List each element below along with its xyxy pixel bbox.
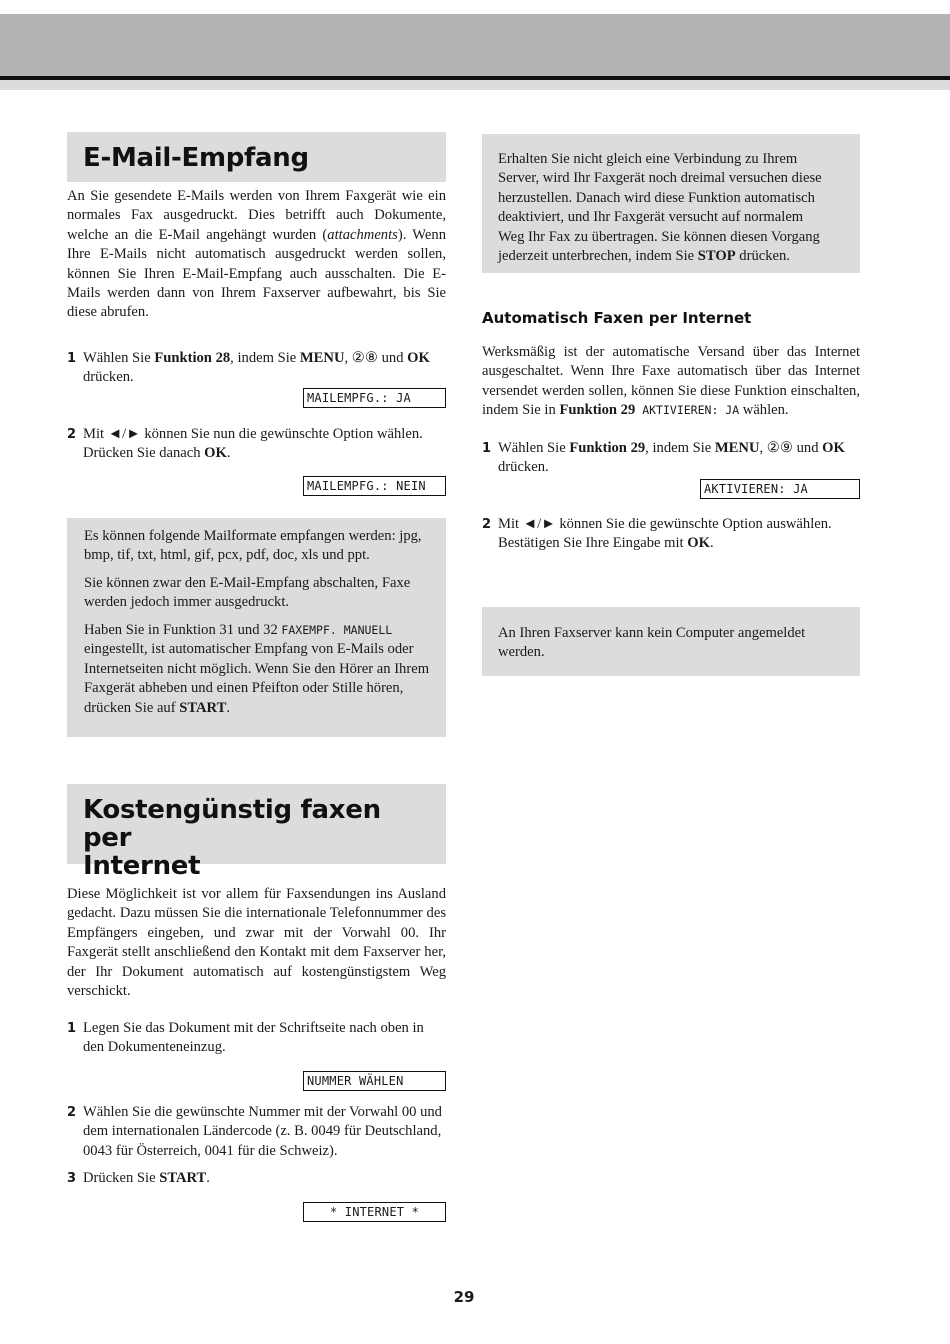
lcd-display-nummer-waehlen: NUMMER WÄHLEN — [303, 1071, 446, 1091]
auto-fax-paragraph: Werksmäßig ist der automatische Versand über das Internet ausgeschaltet. Wenn Ihre Faxe automatisch über das Internet versendet werden sollen, können Sie diese Funktion einschalten, indem Sie in Funktion 29 AKTIVIEREN: JA wählen. — [482, 344, 860, 419]
note-retry-text: Erhalten Sie nicht gleich eine Verbindung zu Ihrem Server, wird Ihr Faxgerät noch dreimal versuchen diese herzustellen. Danach wird diese Funktion automatisch deaktiviert, und Ihr Faxgerät versucht auf normalem Weg Ihr Fax zu übertragen. Sie können diesen Vorgang jederzeit unterbrechen, indem Sie STOP drücken. — [498, 151, 822, 265]
note-manual-mode: Haben Sie in Funktion 31 und 32 FAXEMPF. MANUELL eingestellt, ist automatischer Empfang von E-Mails oder Internetseiten nicht möglich. Wenn Sie den Hörer an Ihrem Faxgerät abheben und einen Pfeifton oder Stille hören, drücken Sie auf START. — [84, 622, 430, 716]
computer-login-note — [482, 607, 860, 676]
section-title-line2: Internet — [83, 851, 201, 881]
note-mailformats: Es können folgende Mailformate empfangen werden: jpg, bmp, tif, txt, html, gif, pcx, pdf, doc, xls und ppt. — [84, 528, 422, 564]
internet-intro-paragraph: Diese Möglichkeit ist vor allem für Faxsendungen ins Ausland gedacht. Dazu müssen Sie die internationale Telefonnummer des Empfängers eingeben, und zwar mit der Vorwahl 00. Ihr Faxgerät stellt anschließend den Kontakt mit dem Faxserver her, der Ihr Dokument automatisch auf kostengünstigstem Weg verschickt. — [67, 886, 446, 1000]
step-text: Wählen Sie die gewünschte Nummer mit der Vorwahl 00 und dem internationalen Ländercode (z. B. 0049 für Deutschland, 0043 für Österreich, 0041 für die Schweiz). — [83, 1104, 442, 1159]
step-text: Mit ◄/► können Sie nun die gewünschte Option wählen. Drücken Sie danach OK. — [83, 426, 423, 462]
para-lcd-text: AKTIVIEREN: JA — [635, 403, 740, 418]
auto-fax-step-1 — [482, 439, 860, 479]
section-title-kostenguenstig — [67, 784, 446, 881]
email-intro-paragraph — [67, 187, 446, 323]
intro-text-a: An Sie gesendete E-Mails werden von Ihrem Faxgerät wie ein normales Fax ausgedruckt. Dies betrifft auch Dokumente, welche an die E-Mail angehängt wurden ( — [67, 188, 446, 243]
internet-step-3 — [67, 1169, 446, 1189]
step-number: 1 — [67, 351, 77, 366]
header-band — [0, 14, 950, 76]
section-title-text: E-Mail-Empfang — [83, 143, 309, 173]
lcd-display-aktivieren-ja: AKTIVIEREN: JA — [700, 479, 860, 499]
auto-fax-step-2 — [482, 515, 860, 555]
step-number: 2 — [482, 517, 492, 532]
email-step-2 — [67, 425, 446, 465]
step-number: 3 — [67, 1171, 77, 1186]
step-text: Legen Sie das Dokument mit der Schriftseite nach oben in den Dokumenteneinzug. — [83, 1020, 424, 1056]
email-step-1 — [67, 349, 446, 389]
step-text: Drücken Sie START. — [83, 1170, 210, 1186]
subheading-automatisch-faxen: Automatisch Faxen per Internet — [482, 309, 752, 327]
step-number: 2 — [67, 1105, 77, 1120]
intro-text-b: ). Wenn Ihre E-Mails nicht automatisch ausgedruckt werden sollen, können Sie Ihren E-Mail-Empfang auch ausschalten. Die E-Mails werden dann von Ihrem Faxserver aufbewahrt, bis Sie diese abrufen. — [67, 226, 446, 321]
lcd-display-mailempfg-nein: MAILEMPFG.: NEIN — [303, 476, 446, 496]
internet-step-1 — [67, 1019, 446, 1059]
note-computer-text: An Ihren Faxserver kann kein Computer angemeldet werden. — [498, 625, 806, 661]
header-rule-shadow — [0, 80, 950, 90]
step-text: Wählen Sie Funktion 29, indem Sie MENU, ②⑨ und OK drücken. — [498, 440, 845, 476]
intro-italic: attachments — [327, 226, 398, 243]
step-text: Mit ◄/► können Sie die gewünschte Option auswählen. Bestätigen Sie Ihre Eingabe mit OK. — [498, 516, 832, 552]
connection-retry-note — [482, 134, 860, 273]
section-title-email-empfang — [67, 132, 446, 182]
step-number: 1 — [482, 441, 492, 456]
step-number: 1 — [67, 1021, 77, 1036]
lcd-display-mailempfg-ja: MAILEMPFG.: JA — [303, 388, 446, 408]
internet-step-2 — [67, 1103, 446, 1163]
page-number: 29 — [453, 1288, 475, 1306]
note-lcd-text: FAXEMPF. MANUELL — [281, 623, 393, 637]
note-disable-info: Sie können zwar den E-Mail-Empfang abschalten, Faxe werden jedoch immer ausgedruckt. — [84, 575, 411, 611]
section-title-line1: Kostengünstig faxen per — [83, 795, 381, 853]
email-info-note — [67, 518, 446, 737]
step-text: Wählen Sie Funktion 28, indem Sie MENU, ②⑧ und OK drücken. — [83, 350, 430, 386]
step-number: 2 — [67, 427, 77, 442]
lcd-display-internet: * INTERNET * — [303, 1202, 446, 1222]
